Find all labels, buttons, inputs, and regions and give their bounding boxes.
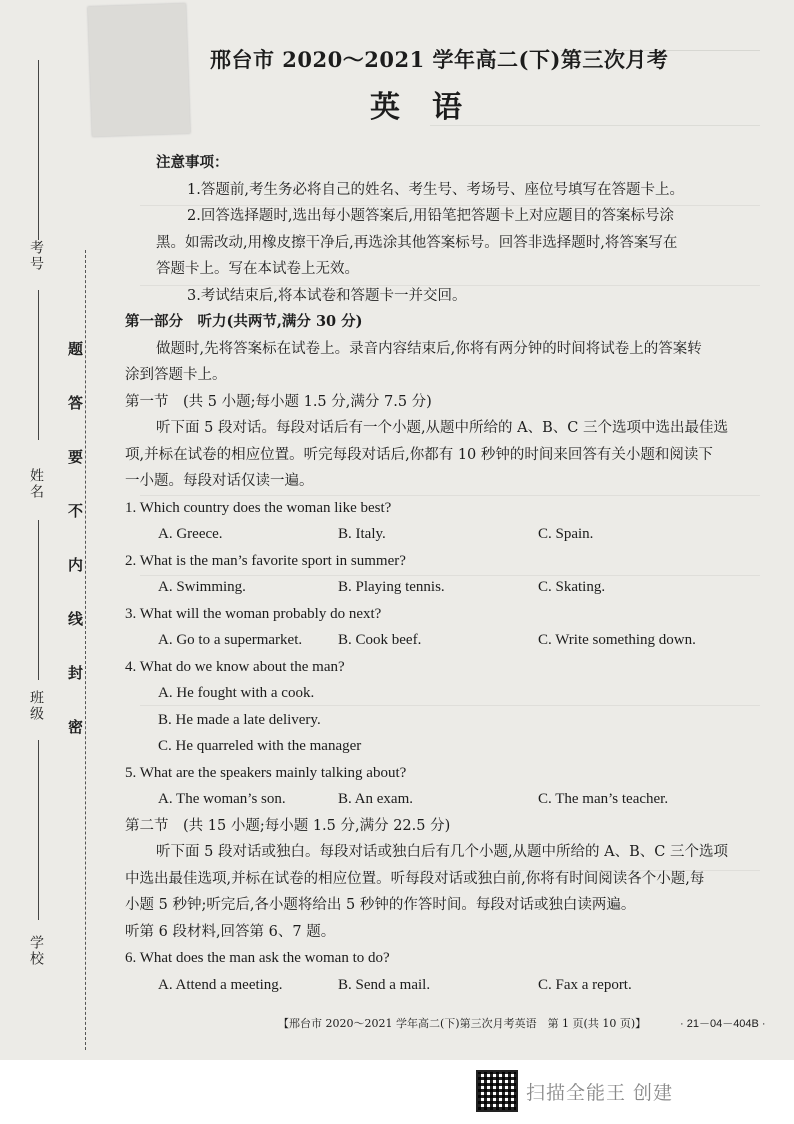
option-b: B. Cook beef.	[338, 632, 422, 648]
seal-mark: 题	[68, 340, 84, 358]
question-stem: 5. What are the speakers mainly talking about?	[125, 764, 407, 781]
section2-intro: 小题 5 秒钟;听完后,各小题将给出 5 秒钟的作答时间。每段对话或独白读两遍。	[125, 897, 636, 913]
notice-item: 黑。如需改动,用橡皮擦干净后,再选涂其他答案标号。回答非选择题时,将答案写在	[156, 234, 678, 251]
question-options	[125, 521, 780, 548]
page-footer: 【邢台市 2020～2021 学年高二(下)第三次月考英语 第 1 页(共 10 页)】	[278, 1017, 647, 1030]
option-b: B. An exam.	[338, 791, 413, 807]
part1-intro: 做题时,先将答案标在试卷上。录音内容结束后,你将有两分钟的时间将试卷上的答案转	[156, 340, 702, 357]
question-stem: 1. Which country does the woman like best?	[125, 499, 392, 516]
option-a: A. Swimming.	[158, 579, 246, 595]
question-stem: 2. What is the man’s favorite sport in summer?	[125, 552, 406, 569]
binding-margin	[8, 0, 118, 1060]
qr-code-icon	[476, 1070, 518, 1112]
section1-intro: 一小题。每段对话仅读一遍。	[125, 473, 314, 489]
option-b: B. Italy.	[338, 526, 386, 542]
option-a: A. Go to a supermarket.	[158, 632, 303, 648]
seal-line	[85, 250, 86, 1050]
exam-title: 邢台市 2020～2021 学年高二(下)第三次月考	[210, 47, 669, 72]
option-b: B. He made a late delivery.	[158, 711, 321, 728]
section1-intro: 听下面 5 段对话。每段对话后有一个小题,从题中所给的 A、B、C 三个选项中选出最佳选	[156, 420, 728, 436]
seal-mark: 要	[68, 448, 84, 466]
seal-mark: 封	[68, 664, 84, 682]
xingming-label: 姓名	[28, 468, 44, 500]
banji-line	[38, 520, 39, 680]
option-b: B. Playing tennis.	[338, 579, 445, 595]
notice-item: 1.答题前,考生务必将自己的姓名、考生号、考场号、座位号填写在答题卡上。	[187, 181, 684, 198]
subject-title: 英语	[370, 90, 494, 125]
bleed-through	[430, 125, 760, 138]
question-options	[125, 786, 780, 813]
kaohao-label: 考号	[28, 240, 44, 272]
question-options	[125, 627, 780, 654]
section2-heading: 第二节 (共 15 小题;每小题 1.5 分,满分 22.5 分)	[125, 817, 451, 834]
question-options	[125, 972, 780, 999]
material-instruction: 听第 6 段材料,回答第 6、7 题。	[125, 923, 336, 940]
xuexiao-line	[38, 740, 39, 920]
notice-item: 3.考试结束后,将本试卷和答题卡一并交回。	[187, 287, 467, 304]
xingming-line	[38, 290, 39, 440]
seal-mark: 密	[68, 718, 84, 736]
option-c: C. The man’s teacher.	[538, 791, 669, 807]
seal-mark: 答	[68, 394, 84, 412]
question-stem: 6. What does the man ask the woman to do?	[125, 950, 390, 966]
option-b: B. Send a mail.	[338, 976, 431, 993]
option-c: C. Write something down.	[538, 632, 696, 648]
part1-heading: 第一部分 听力(共两节,满分 30 分)	[125, 313, 363, 330]
banji-label: 班级	[28, 690, 44, 722]
question-options	[125, 574, 780, 601]
option-a: A. He fought with a cook.	[158, 685, 315, 701]
section1-intro: 项,并标在试卷的相应位置。听完每段对话后,你都有 10 秒钟的时间来回答有关小题和阅读下	[125, 446, 713, 463]
option-a: A. Attend a meeting.	[158, 976, 283, 993]
section2-intro: 听下面 5 段对话或独白。每段对话或独白后有几个小题,从题中所给的 A、B、C 三个选项	[156, 844, 728, 860]
notice-item: 答题卡上。写在本试卷上无效。	[156, 261, 359, 277]
xuexiao-label: 学校	[28, 935, 44, 967]
option-c: C. Skating.	[538, 579, 606, 595]
section2-intro: 中选出最佳选项,并标在试卷的相应位置。听每段对话或独白前,你将有时间阅读各个小题,每	[125, 870, 705, 887]
notice-heading: 注意事项：	[156, 154, 229, 171]
scanner-watermark	[476, 1070, 673, 1112]
watermark-text: 扫描全能王 创建	[526, 1081, 674, 1104]
exam-content	[125, 150, 780, 998]
option-c: C. Fax a report.	[538, 976, 632, 993]
paper-code: · 21－04－404B ·	[680, 1018, 766, 1030]
question-stem: 4. What do we know about the man?	[125, 658, 345, 675]
option-c: C. Spain.	[538, 526, 594, 542]
option-a: A. Greece.	[158, 526, 223, 542]
option-a: A. The woman’s son.	[158, 791, 286, 807]
kaohao-line	[38, 60, 39, 240]
seal-mark: 内	[68, 556, 84, 574]
question-stem: 3. What will the woman probably do next?	[125, 605, 382, 622]
part1-intro: 涂到答题卡上。	[125, 367, 227, 383]
seal-mark: 不	[68, 502, 84, 520]
notice-item: 2.回答选择题时,选出每小题答案后,用铅笔把答题卡上对应题目的答案标号涂	[187, 208, 675, 224]
option-c: C. He quarreled with the manager	[158, 738, 362, 754]
section1-heading: 第一节 (共 5 小题;每小题 1.5 分,满分 7.5 分)	[125, 393, 432, 410]
seal-mark: 线	[68, 610, 84, 628]
